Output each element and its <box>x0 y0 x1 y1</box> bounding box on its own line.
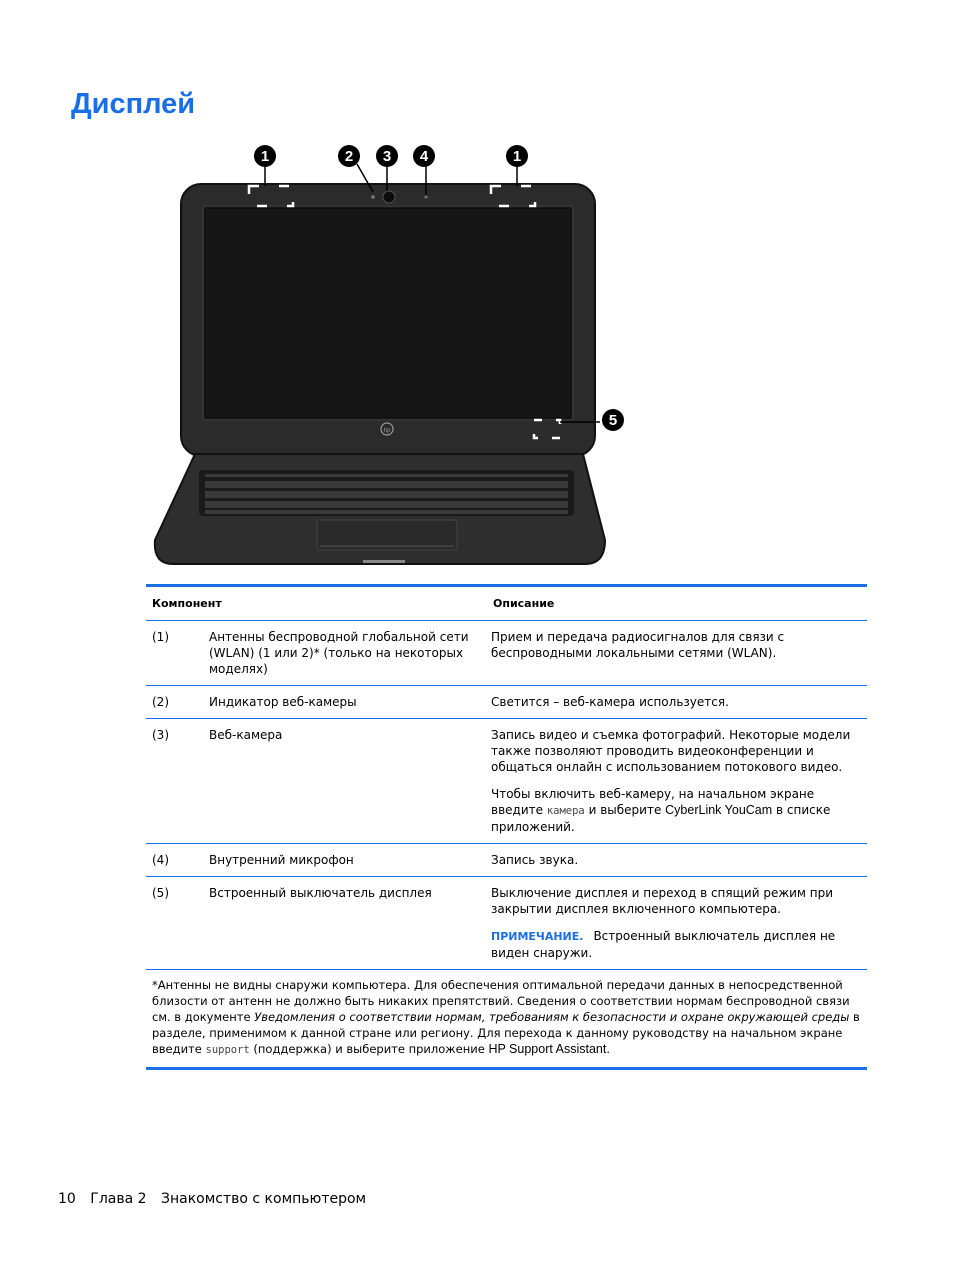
chapter-label: Глава 2 <box>90 1191 147 1207</box>
callout-3: 3 <box>382 148 392 165</box>
row-component: Индикатор веб-камеры <box>205 686 487 719</box>
app-name: HP Support Assistant <box>488 1042 607 1056</box>
table-header-row <box>146 586 867 621</box>
command-code: support <box>205 1044 250 1056</box>
webcam-instructions: Чтобы включить веб-камеру, на начальном экране введите камера и выберите CyberLink YouCam в списке приложений. <box>491 787 831 834</box>
row-number: (4) <box>146 844 205 877</box>
table-row <box>146 686 867 719</box>
row-component: Антенны беспроводной глобальной сети (WLAN) (1 или 2)* (только на некоторых моделях) <box>205 621 487 686</box>
row-description: Запись видео и съемка фотографий. Некоторые модели также позволяют проводить видеоконференции и общаться онлайн с использованием потокового видео. <box>491 728 851 774</box>
page-title: Дисплей <box>71 88 196 120</box>
footnote: *Антенны не видны снаружи компьютера. Для обеспечения оптимальной передачи данных в непосредственной близости от антенн не должно быть никаких препятствий. Сведения о соответствии нормам беспроводной связи см. в документе Уведомления о соответствии нормам, требованиям к безопасности и охране окружающей среды в разделе, применимом к данной стране или региону. Для перехода к данному руководству на начальном экране введите support (поддержка) и выберите приложение HP Support Assistant. <box>146 970 867 1069</box>
callout-1-left: 1 <box>260 148 270 165</box>
table-row <box>146 877 867 970</box>
row-component: Встроенный выключатель дисплея <box>205 877 487 970</box>
table-row <box>146 719 867 844</box>
hp-logo-text: hp <box>383 428 391 434</box>
table-row <box>146 844 867 877</box>
webcam-lens <box>383 191 395 203</box>
row-number: (1) <box>146 621 205 686</box>
note-label: ПРИМЕЧАНИЕ. <box>491 930 584 943</box>
header-description: Описание <box>487 586 867 621</box>
row-number: (2) <box>146 686 205 719</box>
chapter-title: Знакомство с компьютером <box>161 1191 367 1207</box>
row-number: (5) <box>146 877 205 970</box>
document-title: Уведомления о соответствии нормам, требованиям к безопасности и охране окружающей среды <box>254 1010 850 1024</box>
row-description: Прием и передача радиосигналов для связи с беспроводными локальными сетями (WLAN). <box>487 621 867 686</box>
row-number: (3) <box>146 719 205 844</box>
row-component: Внутренний микрофон <box>205 844 487 877</box>
app-name: CyberLink YouCam <box>665 803 773 817</box>
laptop-display-figure <box>145 140 645 580</box>
laptop-illustration <box>145 140 645 580</box>
row-description: Выключение дисплея и переход в спящий режим при закрытии дисплея включенного компьютера. <box>491 886 834 916</box>
callout-4: 4 <box>419 148 429 165</box>
page-footer <box>58 1191 376 1207</box>
row-description-cell <box>487 877 867 970</box>
note <box>491 928 861 961</box>
row-description-cell <box>487 719 867 844</box>
table-row <box>146 621 867 686</box>
header-component: Компонент <box>146 586 487 621</box>
webcam-light <box>371 195 375 199</box>
row-description: Светится – веб-камера используется. <box>487 686 867 719</box>
callout-2: 2 <box>344 148 354 165</box>
callout-5: 5 <box>608 412 618 429</box>
command-code: камера <box>546 805 585 817</box>
row-component: Веб-камера <box>205 719 487 844</box>
laptop-screen <box>205 208 571 418</box>
note-text: Встроенный выключатель дисплея не виден снаружи. <box>491 929 836 960</box>
row-description: Запись звука. <box>487 844 867 877</box>
components-table <box>146 584 867 1070</box>
microphone-hole <box>425 196 428 199</box>
front-indicator <box>363 560 405 563</box>
callout-1-right: 1 <box>512 148 522 165</box>
table-footnote-row <box>146 970 867 1069</box>
page-number: 10 <box>58 1191 76 1207</box>
